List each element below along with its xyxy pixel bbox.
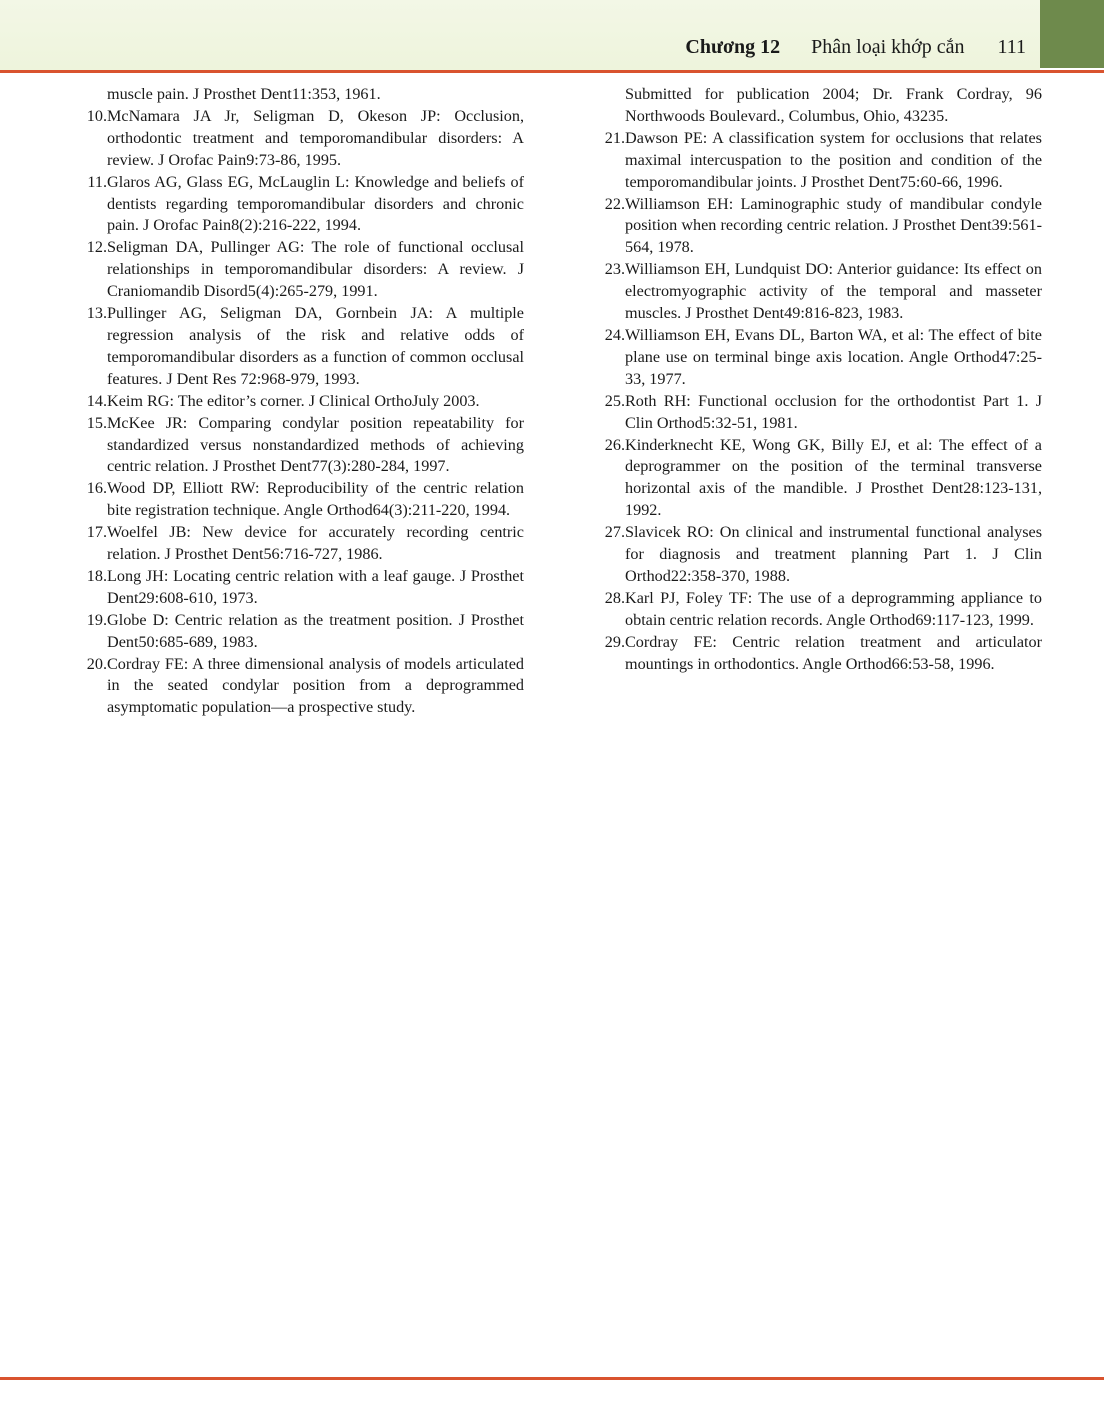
reference-item: [590, 325, 1042, 391]
reference-item: [72, 478, 524, 522]
reference-number: 29.: [604, 632, 625, 651]
reference-number: 25.: [604, 391, 625, 410]
reference-text: Williamson EH: Laminographic study of mandibular condyle position when recording centric relation. J Prosthet Dent39:561-564, 1978.: [625, 194, 1042, 257]
reference-item: [72, 522, 524, 566]
right-column: [590, 84, 1042, 675]
reference-item: [72, 566, 524, 610]
reference-item: [72, 303, 524, 391]
left-column: [72, 84, 524, 719]
reference-item: [590, 391, 1042, 435]
reference-number: 16.: [86, 479, 107, 498]
chapter-tab: [1040, 0, 1104, 68]
reference-text: Cordray FE: A three dimensional analysis of models articulated in the seated condylar position from a deprogrammed asymptomatic population—a prospective study.: [107, 654, 524, 717]
reference-item: [590, 632, 1042, 676]
reference-number: 11.: [87, 172, 107, 191]
reference-number: 14.: [86, 391, 107, 410]
reference-item: [590, 259, 1042, 325]
reference-number: 13.: [86, 304, 107, 323]
page-number: 111: [997, 36, 1026, 58]
reference-item: [590, 128, 1042, 194]
reference-text: Williamson EH, Lundquist DO: Anterior guidance: Its effect on electromyographic activity of the temporal and masseter muscles. J Prosthet Dent49:816-823, 1983.: [625, 260, 1042, 323]
reference-number: 10.: [86, 106, 107, 125]
reference-text: McKee JR: Comparing condylar position repeatability for standardized versus nonstandardized methods of achieving centric relation. J Prosthet Dent77(3):280-284, 1997.: [107, 413, 524, 476]
reference-number: 26.: [604, 435, 625, 454]
header-band: [0, 0, 1040, 70]
reference-item: [72, 391, 524, 413]
chapter-title: Phân loại khớp cắn: [811, 36, 965, 58]
reference-item: [590, 194, 1042, 260]
running-header: [685, 36, 1026, 59]
reference-item: [72, 413, 524, 479]
reference-text: Dawson PE: A classification system for occlusions that relates maximal intercuspation to the position and condition of the temporomandibular joints. J Prosthet Dent75:60-66, 1996.: [625, 128, 1042, 191]
reference-continuation: muscle pain. J Prosthet Dent11:353, 1961.: [107, 85, 381, 103]
reference-text: Woelfel JB: New device for accurately recording centric relation. J Prosthet Dent56:716-727, 1986.: [107, 523, 524, 564]
reference-number: 12.: [86, 238, 107, 257]
reference-text: Kinderknecht KE, Wong GK, Billy EJ, et al: The effect of a deprogrammer on the position of the terminal transverse horizontal axis of the mandible. J Prosthet Dent28:123-131, 1992.: [625, 435, 1042, 520]
header-rule: [0, 70, 1104, 73]
reference-item: [72, 610, 524, 654]
reference-text: Williamson EH, Evans DL, Barton WA, et al: The effect of bite plane use on terminal binge axis location. Angle Orthod47:25-33, 1977.: [625, 325, 1042, 388]
reference-text: Wood DP, Elliott RW: Reproducibility of the centric relation bite registration technique. Angle Orthod64(3):211-220, 1994.: [107, 479, 524, 520]
chapter-label: Chương 12: [685, 36, 781, 58]
reference-number: 17.: [86, 523, 107, 542]
reference-text: Seligman DA, Pullinger AG: The role of functional occlusal relationships in temporomandibular disorders: A review. J Craniomandib Disord5(4):265-279, 1991.: [107, 238, 524, 301]
reference-text: Cordray FE: Centric relation treatment and articulator mountings in orthodontics. Angle Orthod66:53-58, 1996.: [625, 632, 1042, 673]
reference-item: [72, 106, 524, 172]
reference-text: Globe D: Centric relation as the treatment position. J Prosthet Dent50:685-689, 1983.: [107, 610, 524, 651]
footer-rule: [0, 1377, 1104, 1380]
reference-item: [590, 522, 1042, 588]
reference-item: [590, 435, 1042, 523]
reference-number: 18.: [86, 566, 107, 585]
reference-number: 27.: [604, 523, 625, 542]
reference-item: [72, 237, 524, 303]
reference-text: Long JH: Locating centric relation with a leaf gauge. J Prosthet Dent29:608-610, 1973.: [107, 566, 524, 607]
reference-number: 28.: [604, 588, 625, 607]
reference-continuation: Submitted for publication 2004; Dr. Frank Cordray, 96 Northwoods Boulevard., Columbus, Ohio, 43235.: [625, 85, 1042, 125]
reference-number: 21.: [604, 128, 625, 147]
reference-text: Pullinger AG, Seligman DA, Gornbein JA: A multiple regression analysis of the risk and relative odds of temporomandibular disorders as a function of common occlusal features. J Dent Res 72:968-979, 1993.: [107, 304, 524, 388]
reference-number: 23.: [604, 260, 625, 279]
reference-number: 20.: [86, 654, 107, 673]
reference-item: [72, 654, 524, 720]
reference-text: Slavicek RO: On clinical and instrumental functional analyses for diagnosis and treatment planning Part 1. J Clin Orthod22:358-370, 1988.: [625, 523, 1042, 585]
reference-text: Keim RG: The editor’s corner. J Clinical OrthoJuly 2003.: [107, 391, 480, 410]
reference-text: Roth RH: Functional occlusion for the orthodontist Part 1. J Clin Orthod5:32-51, 1981.: [625, 391, 1042, 432]
reference-text: Karl PJ, Foley TF: The use of a deprogramming appliance to obtain centric relation records. Angle Orthod69:117-123, 1999.: [625, 588, 1042, 629]
reference-number: 24.: [604, 325, 625, 344]
reference-item: [72, 172, 524, 238]
reference-text: McNamara JA Jr, Seligman D, Okeson JP: Occlusion, orthodontic treatment and temporomandibular disorders: A review. J Orofac Pain9:73-86, 1995.: [107, 106, 524, 169]
reference-text: Glaros AG, Glass EG, McLauglin L: Knowledge and beliefs of dentists regarding temporomandibular disorders and chronic pain. J Orofac Pain8(2):216-222, 1994.: [107, 172, 524, 235]
reference-item: [590, 588, 1042, 632]
reference-number: 22.: [604, 194, 625, 213]
reference-number: 19.: [86, 610, 107, 629]
reference-number: 15.: [86, 413, 107, 432]
